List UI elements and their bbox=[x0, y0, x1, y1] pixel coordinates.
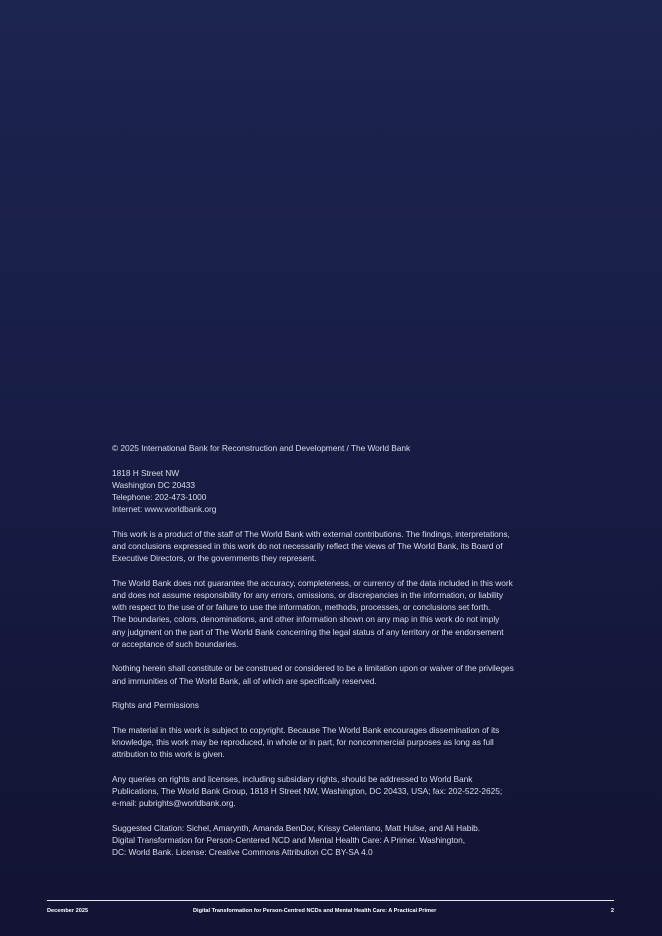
copyright-material-paragraph: The material in this work is subject to copyright. Because The World Bank encourages dissemination of its knowledge, this work may be reproduced, in whole or in part, for noncommercial purposes as long as full attribution to this work is given. bbox=[112, 724, 500, 760]
footer-divider bbox=[47, 900, 614, 901]
street-line: 1818 H Street NW bbox=[112, 467, 180, 478]
page-number: 2 bbox=[610, 908, 614, 914]
copyright-page-body bbox=[112, 442, 572, 871]
address-block bbox=[112, 467, 572, 516]
city-line: Washington DC 20433 bbox=[112, 479, 196, 490]
page-footer bbox=[47, 908, 614, 918]
citation-paragraph: Suggested Citation: Sichel, Amarynth, Amanda BenDor, Krissy Celentano, Matt Hulse, and Ali Habib. Digital Transformation for Person-Centered NCD and Mental Health Care: A Primer. Washington, DC: World Bank. License: Creative Commons Attribution CC BY-SA 4.0 bbox=[112, 822, 481, 858]
footer-date: December 2025 bbox=[47, 908, 89, 914]
telephone-line: Telephone: 202-473-1000 bbox=[112, 492, 207, 502]
footer-document-title: Digital Transformation for Person-Centred NCDs and Mental Health Care: A Practical Primer bbox=[193, 908, 437, 914]
copyright-notice: © 2025 International Bank for Reconstruction and Development / The World Bank bbox=[112, 443, 411, 453]
internet-line: Internet: www.worldbank.org bbox=[112, 504, 217, 515]
rights-heading: Rights and Permissions bbox=[112, 700, 199, 711]
staff-product-paragraph: This work is a product of the staff of The World Bank with external contributions. The findings, interpretations, and conclusions expressed in this work do not necessarily reflect the views of The World Bank, its Board of Executive Directors, or the governments they represent. bbox=[112, 528, 510, 564]
privileges-paragraph: Nothing herein shall constitute or be construed or considered to be a limitation upon or waiver of the privileges and immunities of The World Bank, all of which are specifically reserved. bbox=[112, 663, 514, 686]
queries-paragraph: Any queries on rights and licenses, including subsidiary rights, should be addressed to World Bank Publications, The World Bank Group, 1818 H Street NW, Washington, DC 20433, USA; fax: 202-522-2625; e-mail: pubrights@worldbank.org. bbox=[112, 773, 503, 809]
no-guarantee-paragraph: The World Bank does not guarantee the accuracy, completeness, or currency of the data included in this work and does not assume responsibility for any errors, omissions, or discrepancies in the information, or liability with respect to the use of or failure to use the information, methods, processes, or conclusions set forth. The boundaries, colors, denominations, and other information shown on any map in this work do not imply any judgment on the part of The World Bank concerning the legal status of any territory or the endorsement or acceptance of such boundaries. bbox=[112, 577, 513, 649]
